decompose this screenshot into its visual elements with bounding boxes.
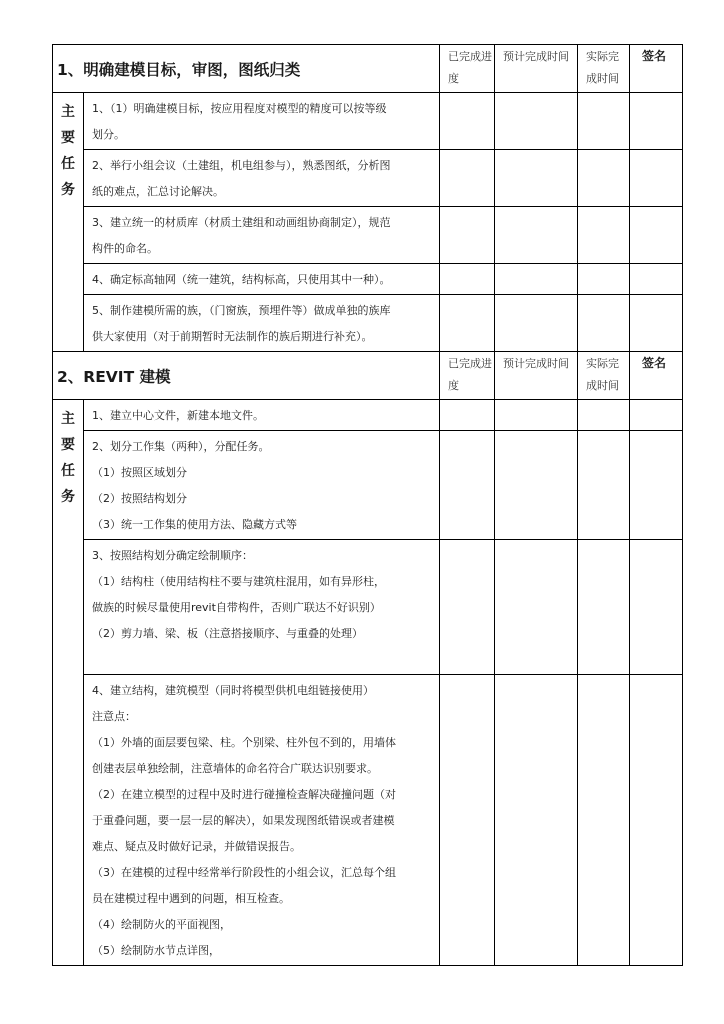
actual-time-cell: [578, 150, 630, 207]
table-row: [53, 295, 683, 352]
signature-cell: [630, 264, 683, 295]
actual-time-cell: [578, 675, 630, 966]
task-line: （2）剪力墙、梁、板（注意搭接顺序、与重叠的处理）: [92, 627, 363, 640]
signature-cell: [630, 540, 683, 675]
task-cell: [84, 540, 440, 675]
planned-time-cell: [495, 540, 578, 675]
actual-time-cell: [578, 400, 630, 431]
label-char: 主: [61, 411, 75, 427]
signature-cell: [630, 431, 683, 540]
table-row: [53, 431, 683, 540]
header-done-progress-line: 已完: [448, 357, 471, 370]
main-tasks-label: [53, 400, 84, 966]
done-progress-cell: [440, 264, 495, 295]
task-line: 2、举行小组会议（土建组，机电组参与），熟悉图纸，分析图: [92, 159, 391, 172]
header-planned-time-line: 预计完: [503, 50, 537, 63]
task-line: 4、确定标高轴网（统一建筑，结构标高，只使用其中一种）。: [92, 273, 391, 286]
table-row: [53, 675, 683, 966]
signature-cell: [630, 675, 683, 966]
task-line: （1）外墙的面层要包梁、柱。个别梁、柱外包不到的，用墙体: [92, 736, 396, 749]
done-progress-cell: [440, 431, 495, 540]
task-line: 创建表层单独绘制，注意墙体的命名符合广联达识别要求。: [92, 762, 378, 775]
planned-time-cell: [495, 150, 578, 207]
planned-time-cell: [495, 264, 578, 295]
signature-cell: [630, 295, 683, 352]
header-done-progress-line: 已完: [448, 50, 471, 63]
actual-time-cell: [578, 431, 630, 540]
task-line: 员在建模过程中遇到的问题，相互检查。: [92, 892, 290, 905]
header-actual-time-line: 成时间: [586, 379, 620, 392]
section-header-row: [53, 45, 683, 93]
task-cell: [84, 675, 440, 966]
header-actual-time: [578, 352, 630, 400]
table-row: [53, 540, 683, 675]
task-line: 供大家使用（对于前期暂时无法制作的族后期进行补充）。: [92, 330, 373, 343]
planned-time-cell: [495, 400, 578, 431]
task-cell: [84, 431, 440, 540]
table-row: [53, 264, 683, 295]
task-cell: [84, 93, 440, 150]
label-char: 要: [61, 437, 75, 453]
label-char: 任: [61, 463, 75, 479]
task-line: （4）绘制防火的平面视图，: [92, 918, 231, 931]
header-actual-time-line: 成时间: [586, 72, 620, 85]
task-line: 3、按照结构划分确定绘制顺序：: [92, 549, 253, 562]
header-actual-time-line: 实际完: [586, 357, 620, 370]
done-progress-cell: [440, 675, 495, 966]
planned-time-cell: [495, 207, 578, 264]
signature-cell: [630, 400, 683, 431]
done-progress-cell: [440, 400, 495, 431]
done-progress-cell: [440, 207, 495, 264]
header-done-progress: [440, 352, 495, 400]
header-done-progress-line: 成进度: [448, 357, 493, 392]
header-planned-time: [495, 45, 578, 93]
table-row: [53, 150, 683, 207]
actual-time-cell: [578, 93, 630, 150]
actual-time-cell: [578, 540, 630, 675]
header-planned-time-line: 成时间: [536, 50, 570, 63]
task-line: 1、（1）明确建模目标，按应用程度对模型的精度可以按等级: [92, 102, 387, 115]
planned-time-cell: [495, 93, 578, 150]
task-line: （1）按照区域划分: [92, 466, 187, 479]
task-line: 注意点：: [92, 710, 136, 723]
actual-time-cell: [578, 295, 630, 352]
task-line: 5、制作建模所需的族，（门窗族，预埋件等）做成单独的族库: [92, 304, 391, 317]
task-line: （2）按照结构划分: [92, 492, 187, 505]
task-line: （3）在建模的过程中经常举行阶段性的小组会议，汇总每个组: [92, 866, 396, 879]
task-line: 3、建立统一的材质库（材质土建组和动画组协商制定），规范: [92, 216, 391, 229]
task-cell: [84, 400, 440, 431]
table-row: [53, 400, 683, 431]
task-line: 1、建立中心文件，新建本地文件。: [92, 409, 264, 422]
table-row: [53, 93, 683, 150]
done-progress-cell: [440, 540, 495, 675]
section-title: 2、REVIT 建模: [53, 352, 440, 400]
planned-time-cell: [495, 431, 578, 540]
task-line: （2）在建立模型的过程中及时进行碰撞检查解决碰撞问题（对: [92, 788, 396, 801]
label-char: 要: [61, 130, 75, 146]
task-cell: [84, 264, 440, 295]
done-progress-cell: [440, 150, 495, 207]
actual-time-cell: [578, 207, 630, 264]
task-table: [52, 44, 683, 966]
signature-cell: [630, 207, 683, 264]
task-line: 难点、疑点及时做好记录，并做错误报告。: [92, 840, 301, 853]
task-line: 做族的时候尽量使用revit自带构件，否则广联达不好识别）: [92, 601, 381, 614]
header-actual-time: [578, 45, 630, 93]
label-char: 主: [61, 104, 75, 120]
task-line: （5）绘制防水节点详图，: [92, 944, 220, 957]
done-progress-cell: [440, 93, 495, 150]
section-title: 1、明确建模目标，审图，图纸归类: [53, 45, 440, 93]
task-line: 纸的难点，汇总讨论解决。: [92, 185, 224, 198]
header-signature: 签名: [630, 45, 683, 93]
planned-time-cell: [495, 675, 578, 966]
section-header-row: [53, 352, 683, 400]
table-row: [53, 207, 683, 264]
planned-time-cell: [495, 295, 578, 352]
header-planned-time-line: 预计完: [503, 357, 537, 370]
task-line: 2、划分工作集（两种），分配任务。: [92, 440, 270, 453]
task-line: [92, 647, 435, 673]
task-line: 4、建立结构，建筑模型（同时将模型供机电组链接使用）: [92, 684, 374, 697]
signature-cell: [630, 150, 683, 207]
done-progress-cell: [440, 295, 495, 352]
task-line: 构件的命名。: [92, 242, 158, 255]
task-cell: [84, 207, 440, 264]
label-char: 务: [61, 489, 75, 505]
main-tasks-label: [53, 93, 84, 352]
label-char: 务: [61, 182, 75, 198]
header-planned-time: [495, 352, 578, 400]
task-line: （1）结构柱（使用结构柱不要与建筑柱混用，如有异形柱，: [92, 575, 385, 588]
label-char: 任: [61, 156, 75, 172]
header-done-progress-line: 成进度: [448, 50, 493, 85]
task-line: （3）统一工作集的使用方法、隐藏方式等: [92, 518, 297, 531]
task-cell: [84, 150, 440, 207]
header-done-progress: [440, 45, 495, 93]
task-line: 划分。: [92, 128, 125, 141]
task-line: 于重叠问题，要一层一层的解决），如果发现图纸错误或者建模: [92, 814, 395, 827]
task-cell: [84, 295, 440, 352]
header-signature: 签名: [630, 352, 683, 400]
signature-cell: [630, 93, 683, 150]
header-planned-time-line: 成时间: [536, 357, 570, 370]
actual-time-cell: [578, 264, 630, 295]
header-actual-time-line: 实际完: [586, 50, 620, 63]
